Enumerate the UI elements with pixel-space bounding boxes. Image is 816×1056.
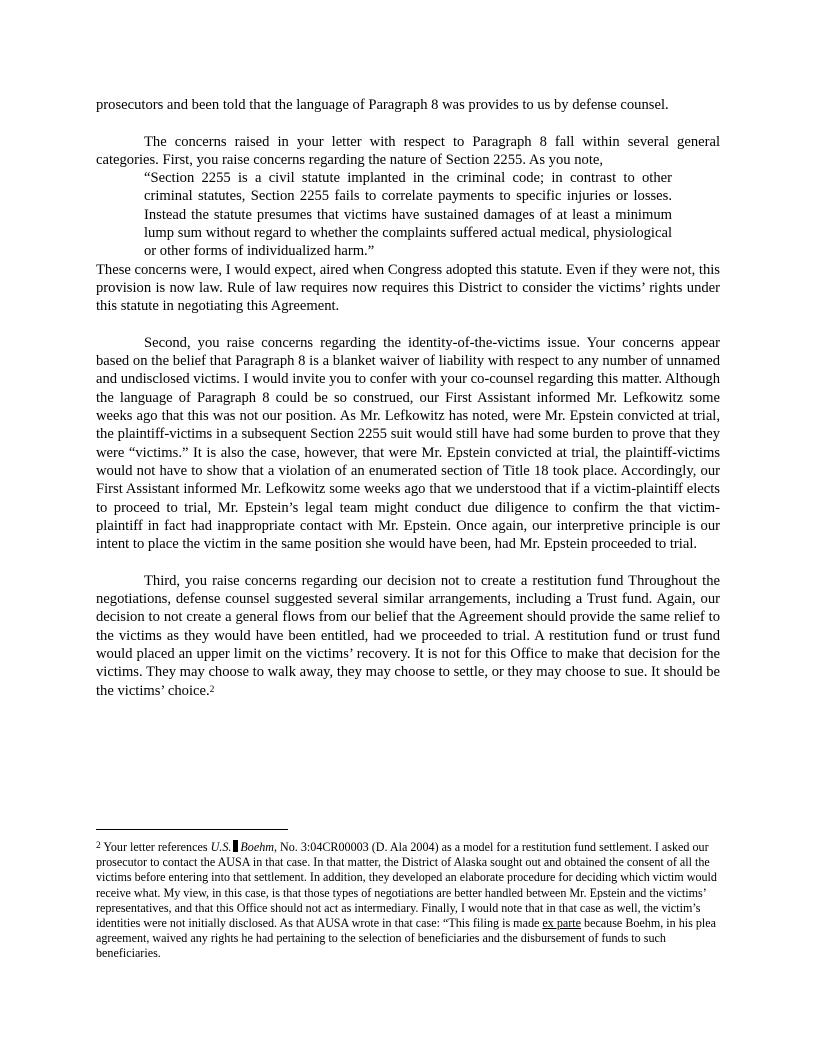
paragraph-second-concern: Second, you raise concerns regarding the identity-of-the-victims issue. Your concerns appear based on the belief that Paragraph 8 is a blanket waiver of liability with respect to any number of unnamed and undisclosed victims. I would invite you to confer with your co-counsel regarding this matter. Although the language of Paragraph 8 could be so construed, our First Assistant informed Mr. Lefkowitz some weeks ago that this was not our position. As Mr. Lefkowitz has noted, were Mr. Epstein convicted at trial, the plaintiff-victims in a subsequent Section 2255 suit would still have had some burden to prove that they were “victims.” It is also the case, however, that were Mr. Epstein convicted at trial, the plaintiff-victims would not have to show that a violation of an enumerated section of Title 18 took place. Accordingly, our First Assistant informed Mr. Lefkowitz some weeks ago that we understood that if a victim-plaintiff elects to proceed to trial, Mr. Epstein’s legal team might conduct due diligence to confirm the that victim-plaintiff in fact had inappropriate contact with Mr. Epstein. Once again, our interpretive principle is our intent to place the victim in the same position she would have been, had Mr. Epstein proceeded to trial. [96, 334, 720, 553]
footnote-lead: Your letter references [100, 840, 211, 854]
case-name-part-a: U.S. [210, 840, 232, 854]
letter-body [96, 96, 720, 700]
footnote-section [96, 829, 720, 962]
paragraph-continuation: prosecutors and been told that the language of Paragraph 8 was provides to us by defense counsel. [96, 97, 669, 113]
paragraph-first-concern: The concerns raised in your letter with respect to Paragraph 8 fall within several general categories. First, you raise concerns regarding the nature of Section 2255. As you note, [96, 133, 720, 168]
footnote-marker: 2 [96, 841, 101, 851]
case-name-part-b: Boehm [240, 840, 274, 854]
paragraph-third-concern [96, 572, 720, 700]
footnote-divider [96, 829, 288, 830]
footnote-text-b: because Boehm, in his plea agreement, waived any rights he had pertaining to the selection of beneficiaries and the disbursement of funds to such beneficiaries. [96, 916, 717, 961]
redaction-bar [233, 840, 238, 852]
paragraph-third-concern-text: Third, you raise concerns regarding our decision not to create a restitution fund Throughout the negotiations, defense counsel suggested several similar arrangements, including a Trust fund. Again, our decision to not create a general flows from our belief that the Agreement should provide the same relief to the victims as they would have been entitled, had we proceeded to trial. A restitution fund or trust fund would placed an upper limit on the victims’ recovery. It is not for this Office to make that decision for the victims. They may choose to walk away, they may choose to settle, or they may choose to sue. It should be the victims’ choice. [96, 572, 720, 699]
block-quote: “Section 2255 is a civil statute implanted in the criminal code; in contrast to other criminal statutes, Section 2255 fails to correlate payments to specific injuries or losses. Instead the statute presumes that victims have sustained damages of at least a minimum lump sum without regard to whether the complaints suffered actual medical, physiological or other forms of individualized harm.” [144, 170, 672, 260]
footnote-reference-mark: 2 [209, 684, 215, 695]
ex-parte-term: ex parte [542, 916, 581, 931]
footnote-text-a: , No. 3:04CR00003 (D. Ala 2004) as a model for a restitution fund settlement. I asked our prosecutor to contact the AUSA in that case. In that matter, the District of Alaska sought out and obtained the consent of all the victims before entering into that settlement. In addition, they developed an elaborate procedure for deciding which victim would receive what. My view, in this case, is that those types of negotiations are better handled between Mr. Epstein and the victims’ representatives, and that this Office should not act as intermediary. Finally, I would note that in that case as well, the victim’s identities were not initially disclosed. As that AUSA wrote in that case: “This filing is made [96, 840, 717, 931]
footnote-2 [96, 840, 720, 962]
paragraph-first-concern-continued: These concerns were, I would expect, aired when Congress adopted this statute. Even if they were not, this provision is now law. Rule of law requires now requires this District to consider the victims’ rights under this statute in negotiating this Agreement. [96, 261, 720, 315]
